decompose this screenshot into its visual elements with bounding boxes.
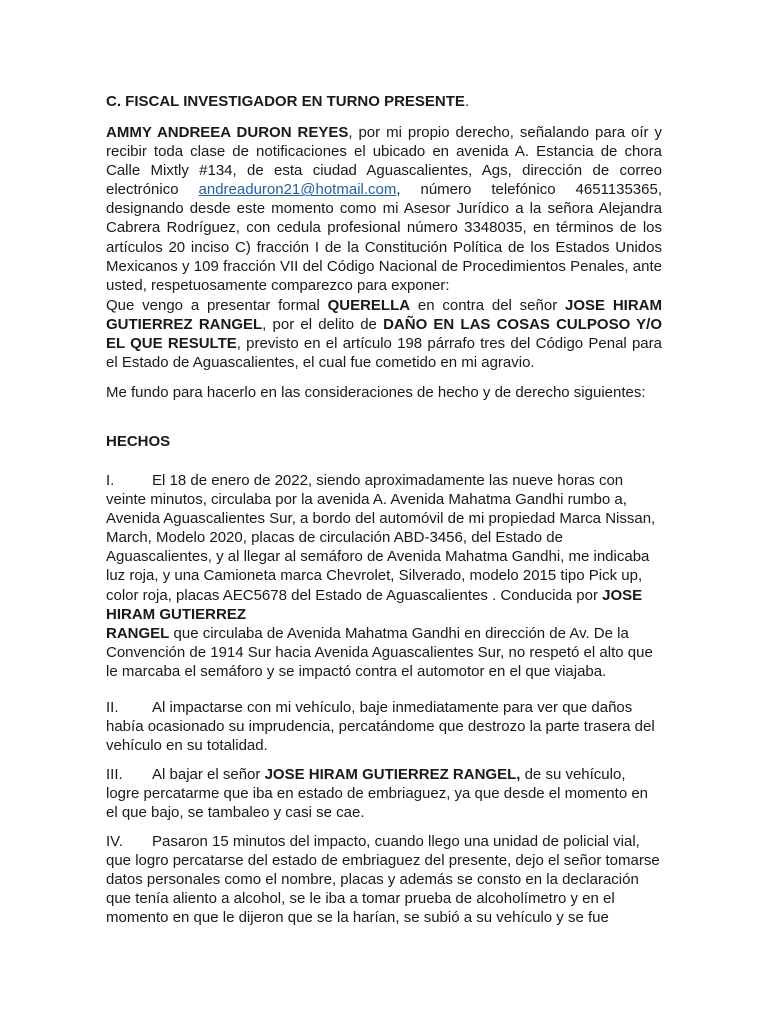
addressee-title: C. FISCAL INVESTIGADOR EN TURNO PRESENTE bbox=[106, 93, 465, 110]
hecho-1-accused-a: JOSE HIRAM GUTIERREZ bbox=[106, 586, 643, 623]
intro-text-1: , por mi propio derecho, señalando para oír y recibir toda clase de notificaciones el ubicado en avenida A. Estancia de chora Calle Mixtly #134, de esta ciudad Aguascalientes, Ags, dirección de correo electrónico bbox=[106, 124, 663, 199]
hecho-4-text: Pasaron 15 minutos del impacto, cuando llego una unidad de policial vial, que logro percatarse del estado de embriaguez del presente, dejo el señor tomarse datos personales como el nombre, placas y además se consto en la declaración que tenía aliento a alcohol, se le iba a tomar prueba de alcoholímetro y en el momento en que le dijeron que se la harían, se subió a su vehículo y se fue bbox=[106, 833, 660, 927]
intro-text-2: , número telefónico 4651135365, designando desde este momento como mi Asesor Jurídico a la señora Alejandra Cabrera Rodríguez, con cedula profesional número 3348035, en términos de los artículos 20 inciso C) fracción I de la Constitución Política de los Estados Unidos Mexicanos y 109 fracción VII del Código Nacional de Procedimientos Penales, ante usted, respetuosamente comparezco para exponer: bbox=[106, 181, 662, 294]
hecho-1-accused-b: RANGEL bbox=[106, 624, 170, 642]
complainant-name: AMMY ANDREEA DURON REYES bbox=[106, 124, 349, 141]
hecho-4 bbox=[106, 832, 662, 927]
hecho-3 bbox=[106, 765, 662, 822]
querella-text-1: Que vengo a presentar formal bbox=[106, 297, 328, 314]
hecho-4-number: IV. bbox=[106, 833, 123, 850]
hecho-2 bbox=[106, 698, 662, 755]
hecho-1-text: El 18 de enero de 2022, siendo aproximadamente las nueve horas con veinte minutos, circulaba por la avenida A. Avenida Mahatma Gandhi rumbo a, Avenida Aguascalientes Sur, a bordo del automóvil de mi propiedad Marca Nissan, March, Modelo 2020, placas de circulación ABD-3456, del Estado de Aguascalientes, y al llegar al semáforo de Avenida Mahatma Gandhi, me indicaba luz roja, y una Camioneta marca Chevrolet, Silverado, modelo 2015 tipo Pick up, color roja, placas AEC5678 del Estado de Aguascalientes . Conducida por bbox=[106, 472, 656, 604]
querella-text-2: en contra del señor bbox=[410, 297, 565, 314]
querella-text-4: , previsto en el artículo 198 párrafo tres del Código Penal para el Estado de Aguascalientes, el cual fue cometido en mi agravio. bbox=[106, 335, 662, 372]
intro-paragraph bbox=[106, 123, 662, 295]
hecho-3-text-2: de su vehículo, logre percatarme que iba en estado de embriaguez, ya que desde el momento en el que bajo, se tambaleo y casi se cae. bbox=[106, 766, 649, 822]
hecho-2-number: II. bbox=[106, 699, 119, 716]
offense-name: DAÑO EN LAS COSAS CULPOSO Y/O EL QUE RESULTE bbox=[106, 316, 662, 353]
accused-name: JOSE HIRAM GUTIERREZ RANGEL bbox=[106, 297, 662, 334]
hecho-2-text: Al impactarse con mi vehículo, baje inmediatamente para ver que daños había ocasionado su imprudencia, percatándome que destrozo la parte trasera del vehículo en su totalidad. bbox=[106, 699, 655, 755]
email-link[interactable]: andreaduron21@hotmail.com bbox=[198, 181, 397, 199]
hechos-heading: HECHOS bbox=[106, 433, 171, 450]
hecho-1-number: I. bbox=[106, 472, 115, 489]
addressee-period: . bbox=[464, 93, 470, 110]
hecho-1 bbox=[106, 471, 662, 681]
hecho-3-accused: JOSE HIRAM GUTIERREZ RANGEL, bbox=[264, 766, 521, 783]
hecho-3-text-1: Al bajar el señor bbox=[152, 766, 265, 783]
addressee-heading bbox=[106, 92, 662, 111]
hecho-1-text-2: que circulaba de Avenida Mahatma Gandhi en dirección de Av. De la Convención de 1914 Sur hacia Avenida Aguascalientes Sur, no respetó el alto que le marcaba el semáforo y se impactó contra el automotor en el que viajaba. bbox=[106, 624, 653, 680]
hecho-3-number: III. bbox=[106, 766, 123, 783]
fundamento-paragraph: Me fundo para hacerlo en las consideraciones de hecho y de derecho siguientes: bbox=[106, 384, 646, 401]
querella-paragraph bbox=[106, 296, 662, 372]
querella-text-3: , por el delito de bbox=[262, 316, 384, 334]
querella-keyword: QUERELLA bbox=[327, 297, 411, 314]
